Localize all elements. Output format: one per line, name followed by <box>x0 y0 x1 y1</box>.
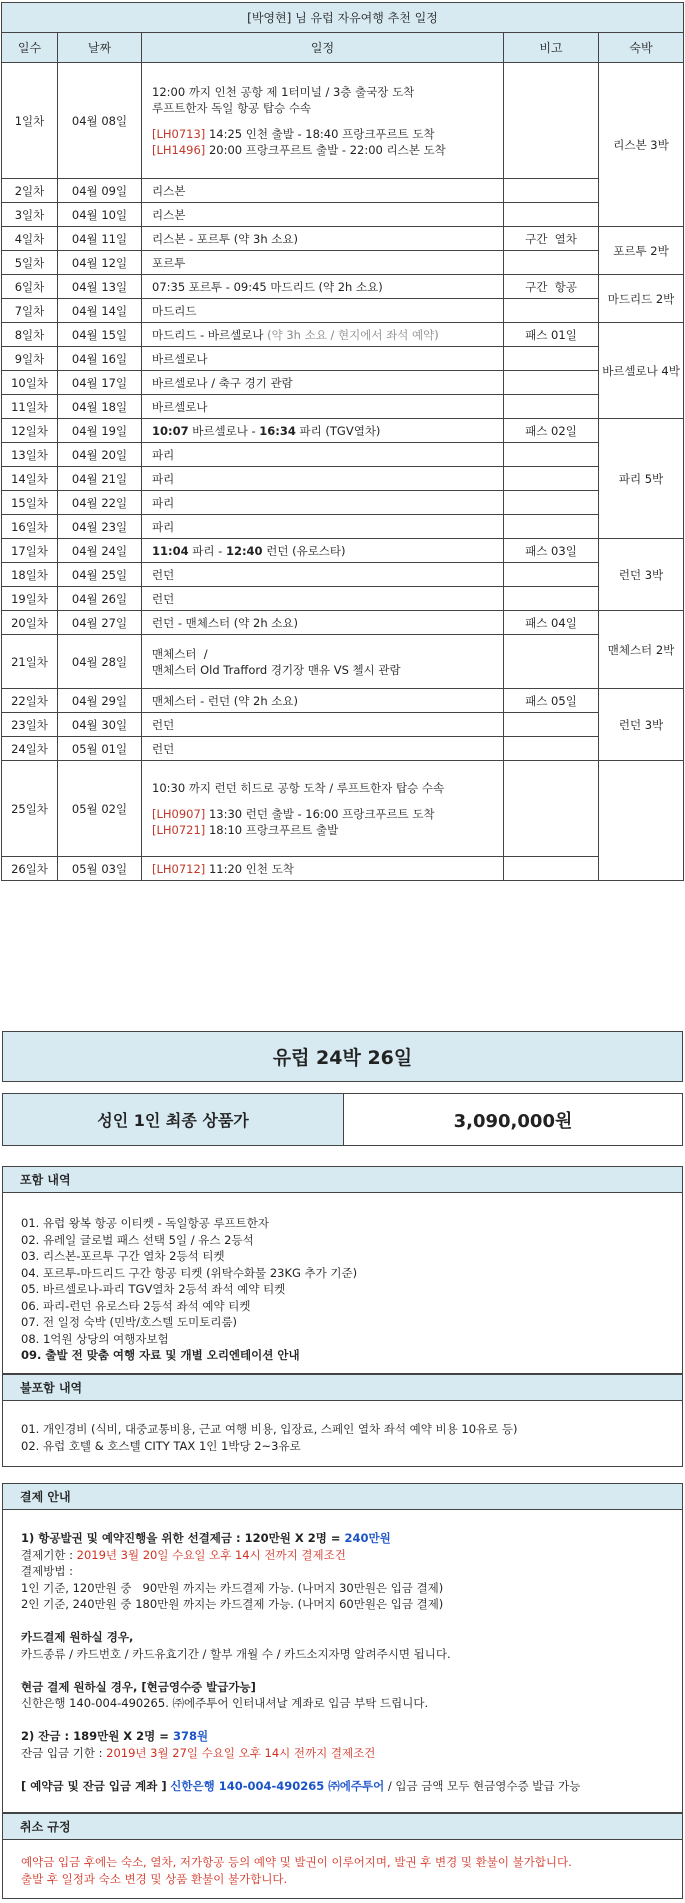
day-cell: 11일차 <box>2 395 58 419</box>
itinerary-cell <box>142 419 504 443</box>
list-item: 03. 리스본-포르투 구간 열차 2등석 티켓 <box>21 1249 225 1263</box>
account-note: / 입금 금액 모두 현금영수증 발급 가능 <box>384 1778 581 1793</box>
header-day: 일수 <box>2 33 58 63</box>
cancellation-section <box>2 1813 683 1899</box>
itinerary-text: 파리 - <box>192 543 223 558</box>
itinerary-line: 맨체스터 Old Trafford 경기장 맨유 VS 첼시 관람 <box>152 662 401 677</box>
table-row <box>2 737 684 761</box>
list-item: 07. 전 일정 숙박 (민박/호스텔 도미토리룸) <box>21 1315 238 1329</box>
table-row <box>2 251 684 275</box>
excluded-title: 불포함 내역 <box>3 1375 682 1401</box>
itinerary-cell <box>142 323 504 347</box>
itinerary-cell: 런던 <box>142 737 504 761</box>
day-cell: 25일차 <box>2 761 58 857</box>
cancellation-line: 출발 후 일정과 숙소 변경 및 상품 환불이 불가합니다. <box>21 1871 288 1886</box>
day-cell: 3일차 <box>2 203 58 227</box>
day-cell: 22일차 <box>2 689 58 713</box>
date-cell: 04월 30일 <box>58 713 142 737</box>
date-cell: 04월 13일 <box>58 275 142 299</box>
table-row <box>2 275 684 299</box>
cancellation-line: 예약금 입금 후에는 숙소, 열차, 저가항공 등의 예약 및 발권이 이루어지며, 발권 후 변경 및 환불이 불가합니다. <box>21 1855 572 1869</box>
header-note: 비고 <box>504 33 599 63</box>
itinerary-cell: 파리 <box>142 515 504 539</box>
day-cell: 1일차 <box>2 63 58 179</box>
day-cell: 5일차 <box>2 251 58 275</box>
list-item: 01. 유럽 왕복 항공 이티켓 - 독일항공 루프트한자 <box>21 1216 269 1230</box>
day-cell: 19일차 <box>2 587 58 611</box>
stay-cell: 포르투 2박 <box>599 227 684 275</box>
note-cell <box>504 587 599 611</box>
date-cell: 05월 03일 <box>58 857 142 881</box>
table-row <box>2 323 684 347</box>
itinerary-cell <box>142 857 504 881</box>
table-row <box>2 611 684 635</box>
note-cell <box>504 563 599 587</box>
account-label: [ 예약금 및 잔금 입금 계좌 ] <box>21 1778 167 1793</box>
note-cell: 패스 02일 <box>504 419 599 443</box>
table-row <box>2 689 684 713</box>
itinerary-text: 파리 (TGV열차) <box>299 423 381 438</box>
table-row <box>2 371 684 395</box>
table-row <box>2 713 684 737</box>
date-cell: 04월 16일 <box>58 347 142 371</box>
date-cell: 04월 25일 <box>58 563 142 587</box>
table-row <box>2 395 684 419</box>
payment-amount: 240만원 <box>344 1531 391 1545</box>
table-row <box>2 299 684 323</box>
day-cell: 10일차 <box>2 371 58 395</box>
date-cell: 04월 22일 <box>58 491 142 515</box>
payment-title: 결제 안내 <box>3 1484 682 1510</box>
table-row <box>2 761 684 857</box>
day-cell: 16일차 <box>2 515 58 539</box>
excluded-section <box>2 1374 683 1467</box>
note-cell: 패스 05일 <box>504 689 599 713</box>
table-row <box>2 179 684 203</box>
list-item: 01. 개인경비 (식비, 대중교통비용, 근교 여행 비용, 입장료, 스페인 열차 좌석 예약 비용 10유로 등) <box>21 1422 518 1436</box>
cancellation-title: 취소 규정 <box>3 1814 682 1840</box>
note-cell <box>504 515 599 539</box>
itinerary-cell: 바르셀로나 <box>142 395 504 419</box>
method-label: 결제방법 : <box>21 1564 73 1578</box>
price-label: 성인 1인 최종 상품가 <box>3 1094 344 1145</box>
day-cell: 17일차 <box>2 539 58 563</box>
note-cell: 패스 03일 <box>504 539 599 563</box>
itinerary-cell: 리스본 <box>142 203 504 227</box>
note-cell <box>504 761 599 857</box>
list-item: 02. 유레일 글로벌 패스 선택 5일 / 유스 2등석 <box>21 1232 254 1247</box>
date-cell: 04월 20일 <box>58 443 142 467</box>
date-cell: 04월 19일 <box>58 419 142 443</box>
day-cell: 26일차 <box>2 857 58 881</box>
flight-code: [LH1496] <box>152 142 206 157</box>
flight-text: 13:30 런던 출발 - 16:00 프랑크푸르트 도착 <box>208 806 435 821</box>
table-row <box>2 467 684 491</box>
note-cell <box>504 63 599 179</box>
date-cell: 04월 14일 <box>58 299 142 323</box>
itinerary-line: 12:00 까지 인천 공항 제 1터미널 / 3층 출국장 도착 <box>152 84 415 99</box>
table-row <box>2 419 684 443</box>
day-cell: 20일차 <box>2 611 58 635</box>
day-cell: 13일차 <box>2 443 58 467</box>
itinerary-line: 10:30 까지 런던 히드로 공항 도착 / 루프트한자 탑승 수속 <box>152 780 445 795</box>
trip-summary-banner: 유럽 24박 26일 <box>2 1031 683 1082</box>
table-row <box>2 857 684 881</box>
itinerary-cell <box>142 539 504 563</box>
note-cell <box>504 299 599 323</box>
note-cell <box>504 737 599 761</box>
date-cell: 04월 15일 <box>58 323 142 347</box>
flight-text: 18:10 프랑크푸르트 출발 <box>208 822 339 837</box>
date-cell: 05월 02일 <box>58 761 142 857</box>
card-text: 카드종류 / 카드번호 / 카드유효기간 / 할부 개월 수 / 카드소지자명 알려주시면 됩니다. <box>21 1646 451 1661</box>
note-cell <box>504 179 599 203</box>
table-row <box>2 563 684 587</box>
note-cell <box>504 635 599 689</box>
stay-cell: 파리 5박 <box>599 419 684 539</box>
day-cell: 2일차 <box>2 179 58 203</box>
date-cell: 04월 21일 <box>58 467 142 491</box>
note-cell <box>504 395 599 419</box>
header-stay: 숙박 <box>599 33 684 63</box>
itinerary-cell: 리스본 - 포르투 (약 3h 소요) <box>142 227 504 251</box>
date-cell: 04월 26일 <box>58 587 142 611</box>
date-cell: 04월 11일 <box>58 227 142 251</box>
itinerary-title: [박영현] 님 유럽 자유여행 추천 일정 <box>2 3 684 33</box>
day-cell: 18일차 <box>2 563 58 587</box>
flight-text: 20:00 프랑크푸르트 출발 - 22:00 리스본 도착 <box>208 142 446 157</box>
itinerary-cell: 런던 <box>142 713 504 737</box>
itinerary-line: 루프트한자 독일 항공 탑승 수속 <box>152 100 312 115</box>
note-cell: 구간 항공 <box>504 275 599 299</box>
itinerary-cell: 파리 <box>142 467 504 491</box>
itinerary-cell: 07:35 포르투 - 09:45 마드리드 (약 2h 소요) <box>142 275 504 299</box>
included-section <box>2 1166 683 1374</box>
date-cell: 04월 10일 <box>58 203 142 227</box>
itinerary-line: 맨체스터 / <box>152 646 208 661</box>
itinerary-cell: 바르셀로나 <box>142 347 504 371</box>
itinerary-cell: 파리 <box>142 443 504 467</box>
itinerary-text: 마드리드 - 바르셀로나 <box>152 327 264 342</box>
price-value: 3,090,000원 <box>453 1110 573 1132</box>
list-item: 08. 1억원 상당의 여행자보험 <box>21 1331 169 1346</box>
table-row <box>2 63 684 179</box>
itinerary-cell <box>142 63 504 179</box>
date-cell: 04월 27일 <box>58 611 142 635</box>
stay-cell: 마드리드 2박 <box>599 275 684 323</box>
day-cell: 23일차 <box>2 713 58 737</box>
flight-code: [LH0721] <box>152 822 206 837</box>
account-number: 신한은행 140-004-490265 ㈜에주투어 <box>170 1778 385 1793</box>
date-cell: 04월 28일 <box>58 635 142 689</box>
stay-cell: 런던 3박 <box>599 689 684 761</box>
table-row <box>2 443 684 467</box>
header-date: 날짜 <box>58 33 142 63</box>
header-itinerary: 일정 <box>142 33 504 63</box>
itinerary-cell: 런던 - 맨체스터 (약 2h 소요) <box>142 611 504 635</box>
note-cell <box>504 443 599 467</box>
note-cell: 구간 열차 <box>504 227 599 251</box>
flight-text: 11:20 인천 도착 <box>208 861 294 876</box>
day-cell: 4일차 <box>2 227 58 251</box>
stay-cell: 런던 3박 <box>599 539 684 611</box>
date-cell: 04월 09일 <box>58 179 142 203</box>
list-item: 05. 바르셀로나-파리 TGV열차 2등석 좌석 예약 티켓 <box>21 1282 286 1296</box>
note-cell <box>504 491 599 515</box>
note-cell <box>504 371 599 395</box>
itinerary-cell: 리스본 <box>142 179 504 203</box>
card-heading: 카드결제 원하실 경우, <box>21 1630 134 1644</box>
payment-step-1: 1) 항공발권 및 예약진행을 위한 선결제금 : 120만원 X 2명 = <box>21 1531 345 1545</box>
stay-cell <box>599 761 684 881</box>
note-cell <box>504 203 599 227</box>
time-text: 11:04 <box>152 543 189 558</box>
itinerary-cell: 마드리드 <box>142 299 504 323</box>
time-text: 10:07 <box>152 423 189 438</box>
day-cell: 8일차 <box>2 323 58 347</box>
flight-code: [LH0712] <box>152 861 206 876</box>
time-text: 16:34 <box>259 423 296 438</box>
itinerary-cell: 파리 <box>142 491 504 515</box>
table-row <box>2 539 684 563</box>
day-cell: 12일차 <box>2 419 58 443</box>
note-cell <box>504 467 599 491</box>
itinerary-cell: 맨체스터 - 런던 (약 2h 소요) <box>142 689 504 713</box>
day-cell: 6일차 <box>2 275 58 299</box>
day-cell: 14일차 <box>2 467 58 491</box>
flight-code: [LH0907] <box>152 806 206 821</box>
payment-step-2: 2) 잔금 : 189만원 X 2명 = <box>21 1729 173 1743</box>
date-cell: 04월 23일 <box>58 515 142 539</box>
note-cell <box>504 857 599 881</box>
date-cell: 04월 29일 <box>58 689 142 713</box>
included-title: 포함 내역 <box>3 1167 682 1193</box>
itinerary-text: 바르셀로나 - <box>192 423 256 438</box>
flight-code: [LH0713] <box>152 126 206 141</box>
cash-heading: 현금 결제 원하실 경우, [현금영수증 발급가능] <box>21 1679 256 1694</box>
itinerary-text: 런던 (유로스타) <box>266 543 346 558</box>
table-row <box>2 227 684 251</box>
itinerary-subtext: (약 3h 소요 / 현지에서 좌석 예약) <box>267 327 439 342</box>
list-item: 02. 유럽 호텔 & 호스텔 CITY TAX 1인 1박당 2~3유로 <box>21 1438 301 1453</box>
stay-cell: 리스본 3박 <box>599 63 684 227</box>
list-item: 04. 포르투-마드리드 구간 항공 티켓 (위탁수화물 23KG 추가 기준) <box>21 1265 358 1280</box>
flight-text: 14:25 인천 출발 - 18:40 프랑크푸르트 도착 <box>208 126 435 141</box>
date-cell: 04월 24일 <box>58 539 142 563</box>
balance-amount: 378원 <box>172 1729 209 1743</box>
date-cell: 04월 17일 <box>58 371 142 395</box>
date-cell: 05월 01일 <box>58 737 142 761</box>
stay-cell: 맨체스터 2박 <box>599 611 684 689</box>
date-cell: 04월 18일 <box>58 395 142 419</box>
cash-text: 신한은행 140-004-490265. ㈜에주투어 인터내셔날 계좌로 입금 부탁 드립니다. <box>21 1696 429 1710</box>
table-row <box>2 515 684 539</box>
day-cell: 9일차 <box>2 347 58 371</box>
deadline-label: 결제기한 : <box>21 1547 77 1562</box>
table-row <box>2 491 684 515</box>
note-cell <box>504 713 599 737</box>
date-cell: 04월 12일 <box>58 251 142 275</box>
table-row <box>2 635 684 689</box>
itinerary-table <box>1 2 684 881</box>
balance-deadline-text: 2019년 3월 27일 수요일 오후 14시 전까지 결제조건 <box>106 1745 376 1760</box>
price-box <box>2 1093 683 1146</box>
day-cell: 21일차 <box>2 635 58 689</box>
method-line: 2인 기준, 240만원 중 180만원 까지는 카드결제 가능. (나머지 60만원은 입금 결제) <box>21 1597 444 1611</box>
balance-deadline-label: 잔금 입금 기한 : <box>21 1745 107 1760</box>
list-item: 06. 파리-런던 유로스타 2등석 좌석 예약 티켓 <box>21 1298 251 1313</box>
itinerary-cell: 런던 <box>142 587 504 611</box>
date-cell: 04월 08일 <box>58 63 142 179</box>
table-row <box>2 587 684 611</box>
day-cell: 7일차 <box>2 299 58 323</box>
note-cell <box>504 251 599 275</box>
itinerary-cell: 바르셀로나 / 축구 경기 관람 <box>142 371 504 395</box>
note-cell <box>504 347 599 371</box>
itinerary-cell: 포르투 <box>142 251 504 275</box>
itinerary-cell <box>142 761 504 857</box>
payment-section <box>2 1483 683 1813</box>
list-item: 09. 출발 전 맞춤 여행 자료 및 개별 오리엔테이션 안내 <box>21 1348 300 1362</box>
time-text: 12:40 <box>225 543 263 558</box>
deadline-text: 2019년 3월 20일 수요일 오후 14시 전까지 결제조건 <box>76 1547 346 1562</box>
method-line: 1인 기준, 120만원 중 90만원 까지는 카드결제 가능. (나머지 30만원은 입금 결제) <box>21 1580 444 1595</box>
note-cell: 패스 01일 <box>504 323 599 347</box>
note-cell: 패스 04일 <box>504 611 599 635</box>
itinerary-cell <box>142 635 504 689</box>
table-row <box>2 347 684 371</box>
day-cell: 15일차 <box>2 491 58 515</box>
stay-cell: 바르셀로나 4박 <box>599 323 684 419</box>
table-row <box>2 203 684 227</box>
day-cell: 24일차 <box>2 737 58 761</box>
itinerary-cell: 런던 <box>142 563 504 587</box>
